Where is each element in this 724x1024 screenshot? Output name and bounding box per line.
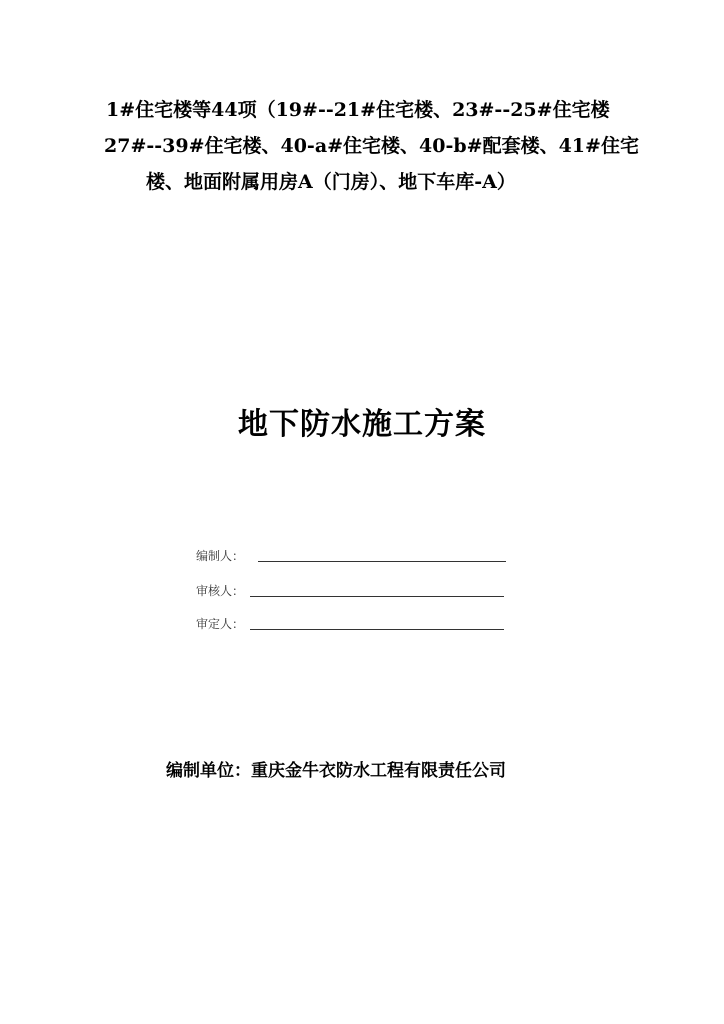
approver-signature-line [250, 615, 504, 630]
compiler-label: 编制人： [196, 549, 245, 563]
reviewer-signature-row [196, 581, 504, 601]
project-title-line-1: 1#住宅楼等44项（19#--21#住宅楼、23#--25#住宅楼 [106, 99, 610, 121]
approver-signature-row [196, 614, 504, 634]
organization-line: 编制单位：重庆金牛衣防水工程有限责任公司 [166, 761, 506, 781]
approver-label: 审定人： [196, 617, 245, 631]
reviewer-label: 审核人： [196, 584, 245, 598]
project-title [100, 92, 639, 200]
project-title-line-3: 楼、地面附属用房A（门房）、地下车库-A） [146, 171, 516, 193]
project-title-line-2: 27#--39#住宅楼、40-a#住宅楼、40-b#配套楼、41#住宅 [104, 135, 639, 157]
compiler-signature-row [196, 546, 506, 566]
document-title: 地下防水施工方案 [238, 407, 486, 442]
compiler-signature-line [258, 547, 506, 562]
reviewer-signature-line [250, 582, 504, 597]
